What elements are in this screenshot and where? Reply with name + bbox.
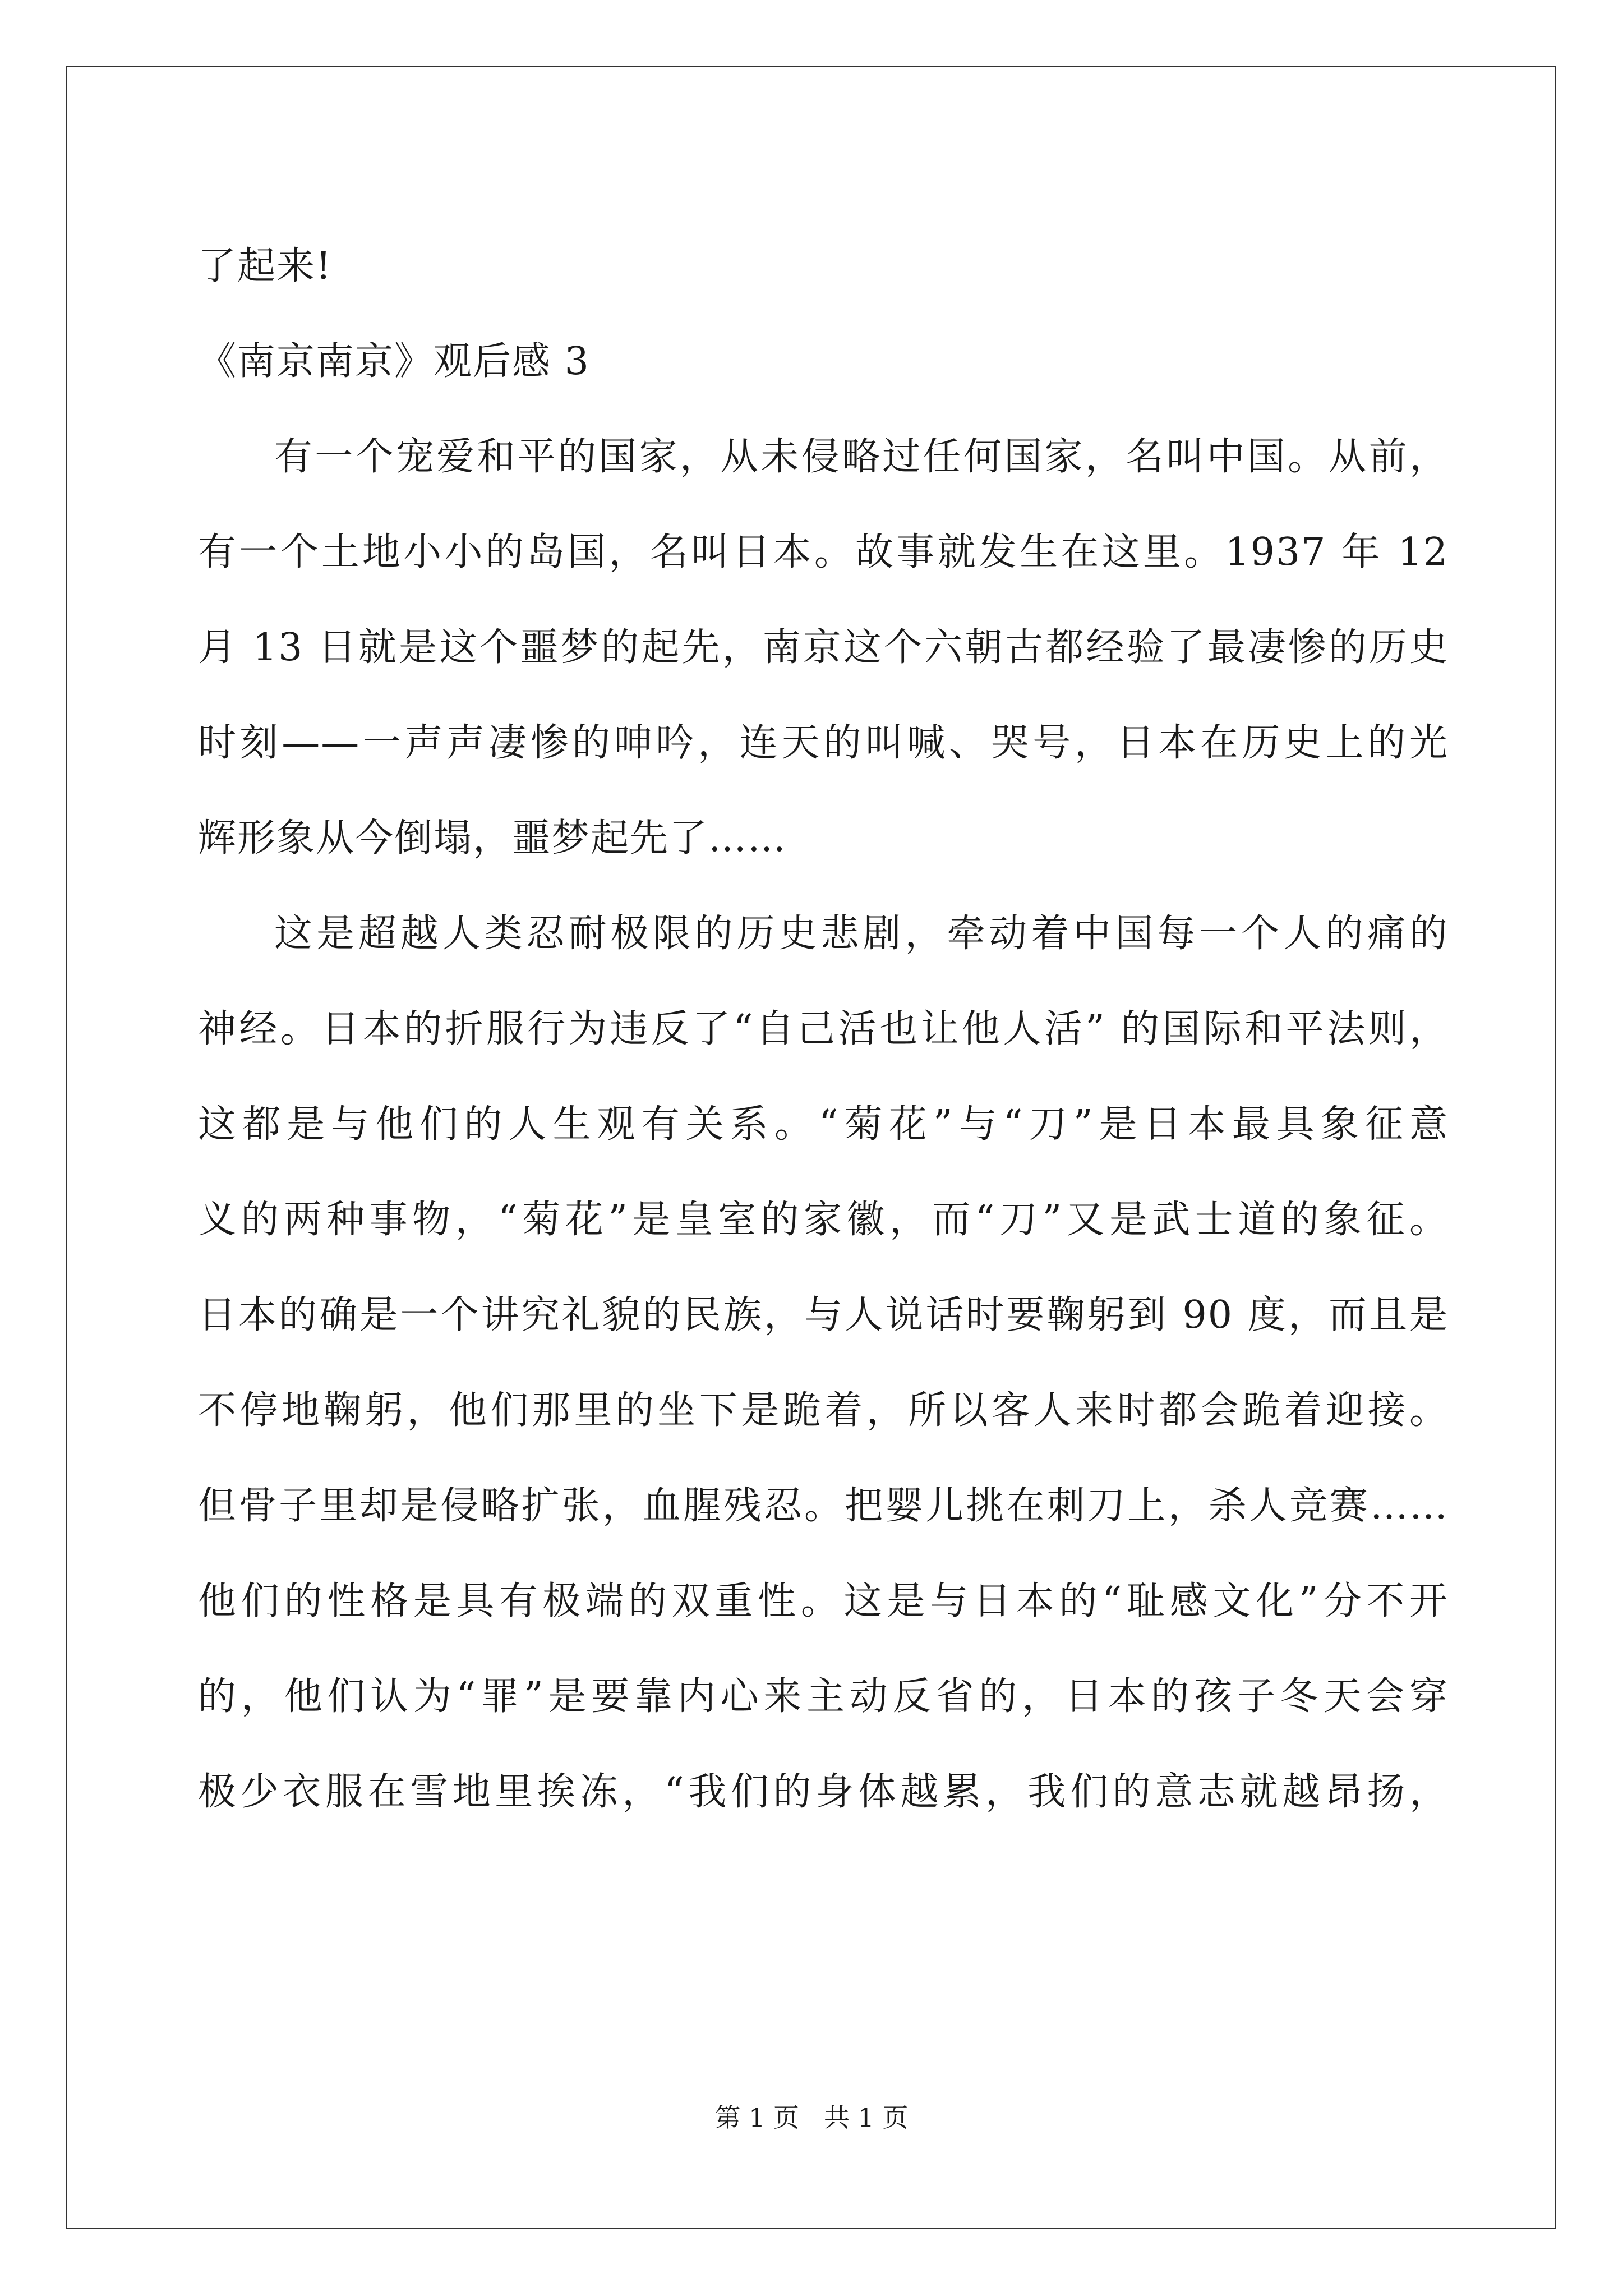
text-line: 的，他们认为“罪”是要靠内心来主动反省的，日本的孩子冬天会穿 [198,1674,1449,1719]
text-line: 有一个宠爱和平的国家，从未侵略过任何国家，名叫中国。从前， [274,435,1449,479]
text-line: 义的两种事物，“菊花”是皇室的家徽，而“刀”又是武士道的象征。 [198,1198,1449,1242]
text-line: 这都是与他们的人生观有关系。“菊花”与“刀”是日本最具象征意 [198,1102,1449,1147]
page-number: 第 1 页 [714,2102,800,2133]
document-body [198,219,1449,1840]
text-line: 有一个土地小小的岛国，名叫日本。故事就发生在这里。1937 年 12 [198,530,1449,574]
text-line: 他们的性格是具有极端的双重性。这是与日本的“耻感文化”分不开 [198,1579,1449,1623]
text-line: 月 13 日就是这个噩梦的起先，南京这个六朝古都经验了最凄惨的历史 [198,625,1449,670]
text-line: 极少衣服在雪地里挨冻，“我们的身体越累，我们的意志就越昂扬， [198,1770,1449,1814]
section-title: 《南京南京》观后感 3 [198,339,590,384]
text-line: 不停地鞠躬，他们那里的坐下是跪着，所以客人来时都会跪着迎接。 [198,1388,1449,1433]
footer-gap [799,2102,824,2133]
text-line: 但骨子里却是侵略扩张，血腥残忍。把婴儿挑在刺刀上，杀人竞赛…… [198,1484,1449,1528]
page-footer [0,2101,1623,2134]
text-line: 了起来! [198,244,333,288]
text-line: 神经。日本的折服行为违反了“自己活也让他人活” 的国际和平法则， [198,1007,1449,1051]
text-line: 日本的确是一个讲究礼貌的民族，与人说话时要鞠躬到 90 度，而且是 [198,1293,1449,1337]
text-line: 时刻——一声声凄惨的呻吟，连天的叫喊、哭号，日本在历史上的光 [198,721,1449,765]
page-total: 共 1 页 [823,2102,909,2133]
text-line: 这是超越人类忍耐极限的历史悲剧，牵动着中国每一个人的痛的 [274,912,1449,956]
text-line: 辉形象从今倒塌，噩梦起先了…… [198,816,787,861]
